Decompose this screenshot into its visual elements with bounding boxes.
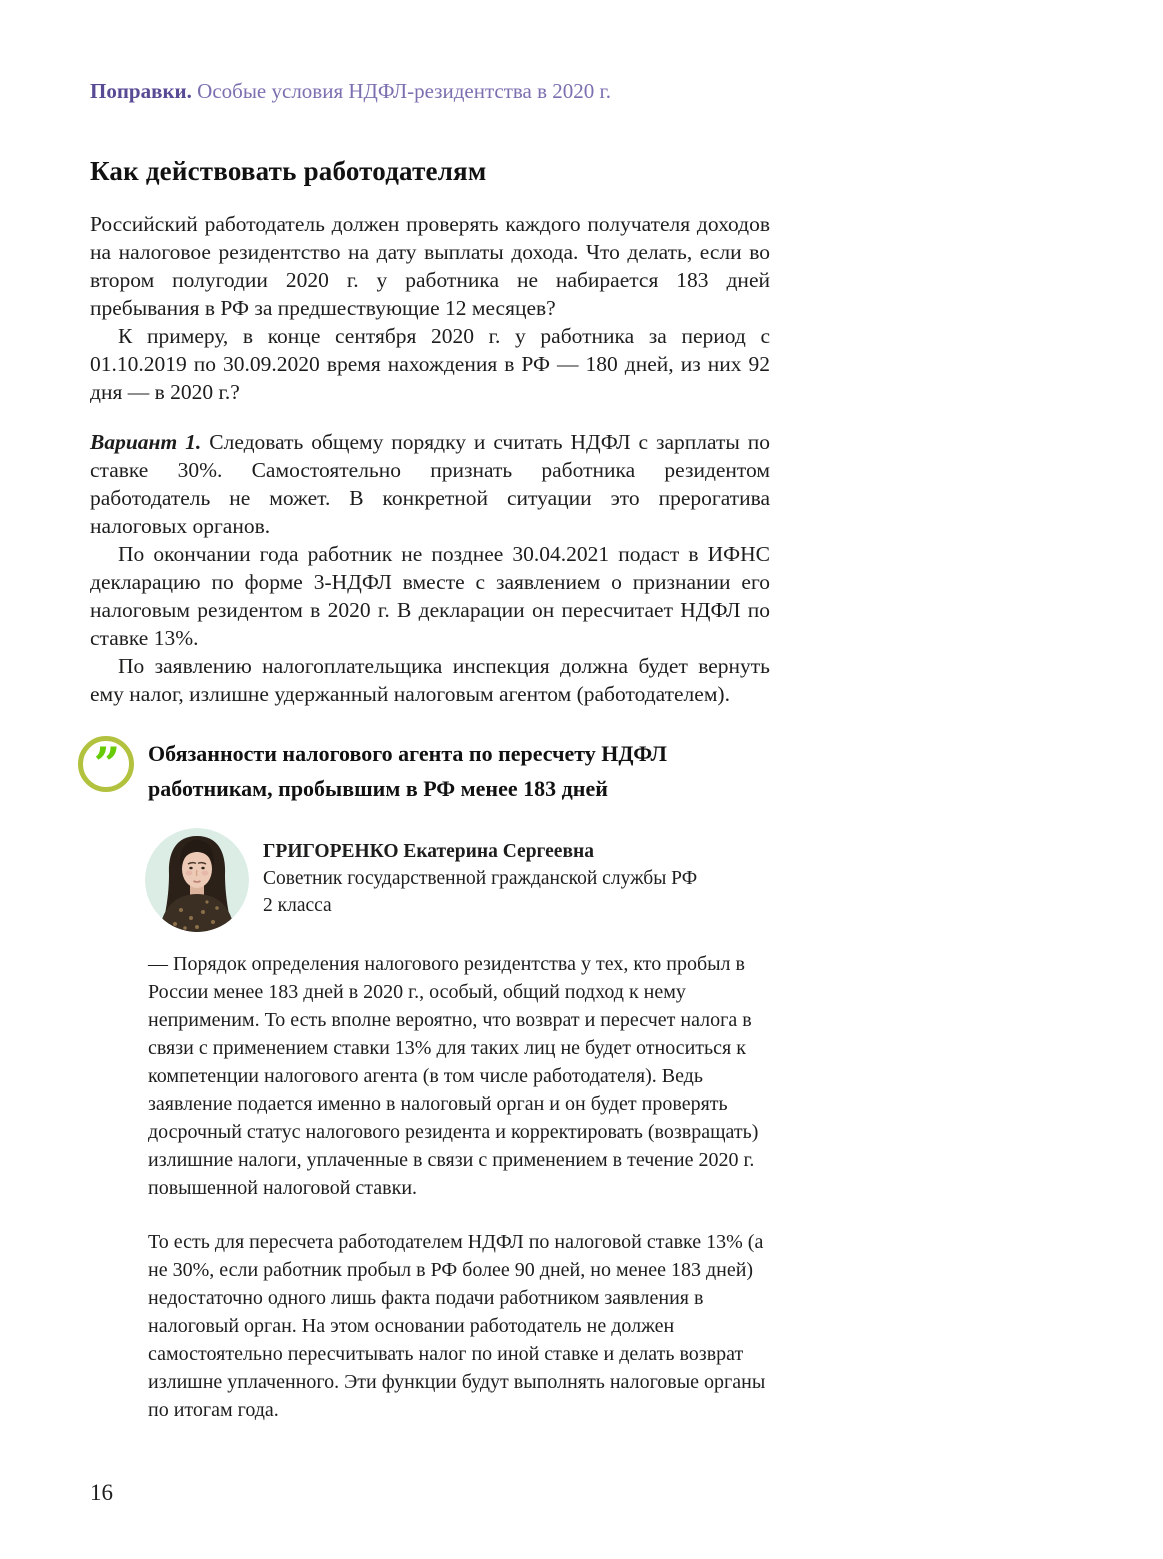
quote-paragraph-1: — Порядок определения налогового резидентства у тех, кто пробыл в России менее 183 дней в 2020 г., особый, общий подход к нему неприменим. То есть вполне вероятно, что возврат и пересчет налога в связи с применением ставки 13% для таких лиц не будет относиться к компетенции налогового агента (в том числе работодателя). Ведь заявление подается именно в налоговый орган и он будет проверять досрочный статус налогового резидента и корректировать (возвращать) излишние налоги, уплаченные в связи с применением в течение 2020 г. повышенной налоговой ставки. [148, 953, 759, 1199]
expert-quote-section [90, 734, 770, 1424]
header-rubric: Поправки. [90, 79, 192, 103]
quote-title: Обязанности налогового агента по пересчету НДФЛ работникам, пробывшим в РФ менее 183 дней [148, 741, 667, 801]
running-header [90, 78, 770, 104]
quote-paragraph-2: То есть для пересчета работодателем НДФЛ по налоговой ставке 13% (а не 30%, если работник пробыл в РФ более 90 дней, но менее 183 дней) недостаточно одного лишь факта подачи работником заявления в налоговый орган. На этом основании работодатель не должен самостоятельно пересчитывать налог по иной ставке и делать возврат излишне уплаченного. Эти функции будут выполнять налоговые органы по итогам года. [148, 1231, 766, 1421]
variant1-label: Вариант 1. [90, 430, 202, 454]
page-number: 16 [90, 1480, 113, 1505]
variant1-paragraph-3: По заявлению налогоплательщика инспекция должна будет вернуть ему налог, излишне удержанный налоговым агентом (работодателем). [90, 654, 770, 706]
author-position-line2: 2 класса [263, 895, 332, 916]
intro-paragraph-2: К примеру, в конце сентября 2020 г. у работника за период с 01.10.2019 по 30.09.2020 время нахождения в РФ — 180 дней, из них 92 дня — в 2020 г.? [90, 324, 770, 404]
variant1-paragraph-2: По окончании года работник не позднее 30.04.2021 подаст в ИФНС декларацию по форме 3-НДФЛ вместе с заявлением о признании его налоговым резидентом в 2020 г. В декларации он пересчитает НДФЛ по ставке 13%. [90, 542, 770, 650]
intro-paragraph-1: Российский работодатель должен проверять каждого получателя доходов на налоговое резидентство на дату выплаты дохода. Что делать, если во втором полугодии 2020 г. у работника не набирается 183 дней пребывания в РФ за предшествующие 12 месяцев? [90, 212, 770, 320]
author-portrait-illustration [145, 828, 249, 932]
quote-marks-icon: ” [78, 736, 134, 792]
author-name: ГРИГОРЕНКО Екатерина Сергеевна [263, 841, 594, 862]
author-photo [145, 828, 249, 932]
author-position-line1: Советник государственной гражданской службы РФ [263, 868, 698, 889]
author-block [145, 828, 770, 932]
variant1-text: Следовать общему порядку и считать НДФЛ с зарплаты по ставке 30%. Самостоятельно признать работника резидентом работодатель не может. В конкретной ситуации это прерогатива налоговых органов. [90, 430, 770, 538]
variant1-paragraph [90, 428, 770, 540]
header-subject: Особые условия НДФЛ-резидентства в 2020 г. [197, 79, 612, 103]
article-heading: Как действовать работодателям [90, 156, 487, 186]
